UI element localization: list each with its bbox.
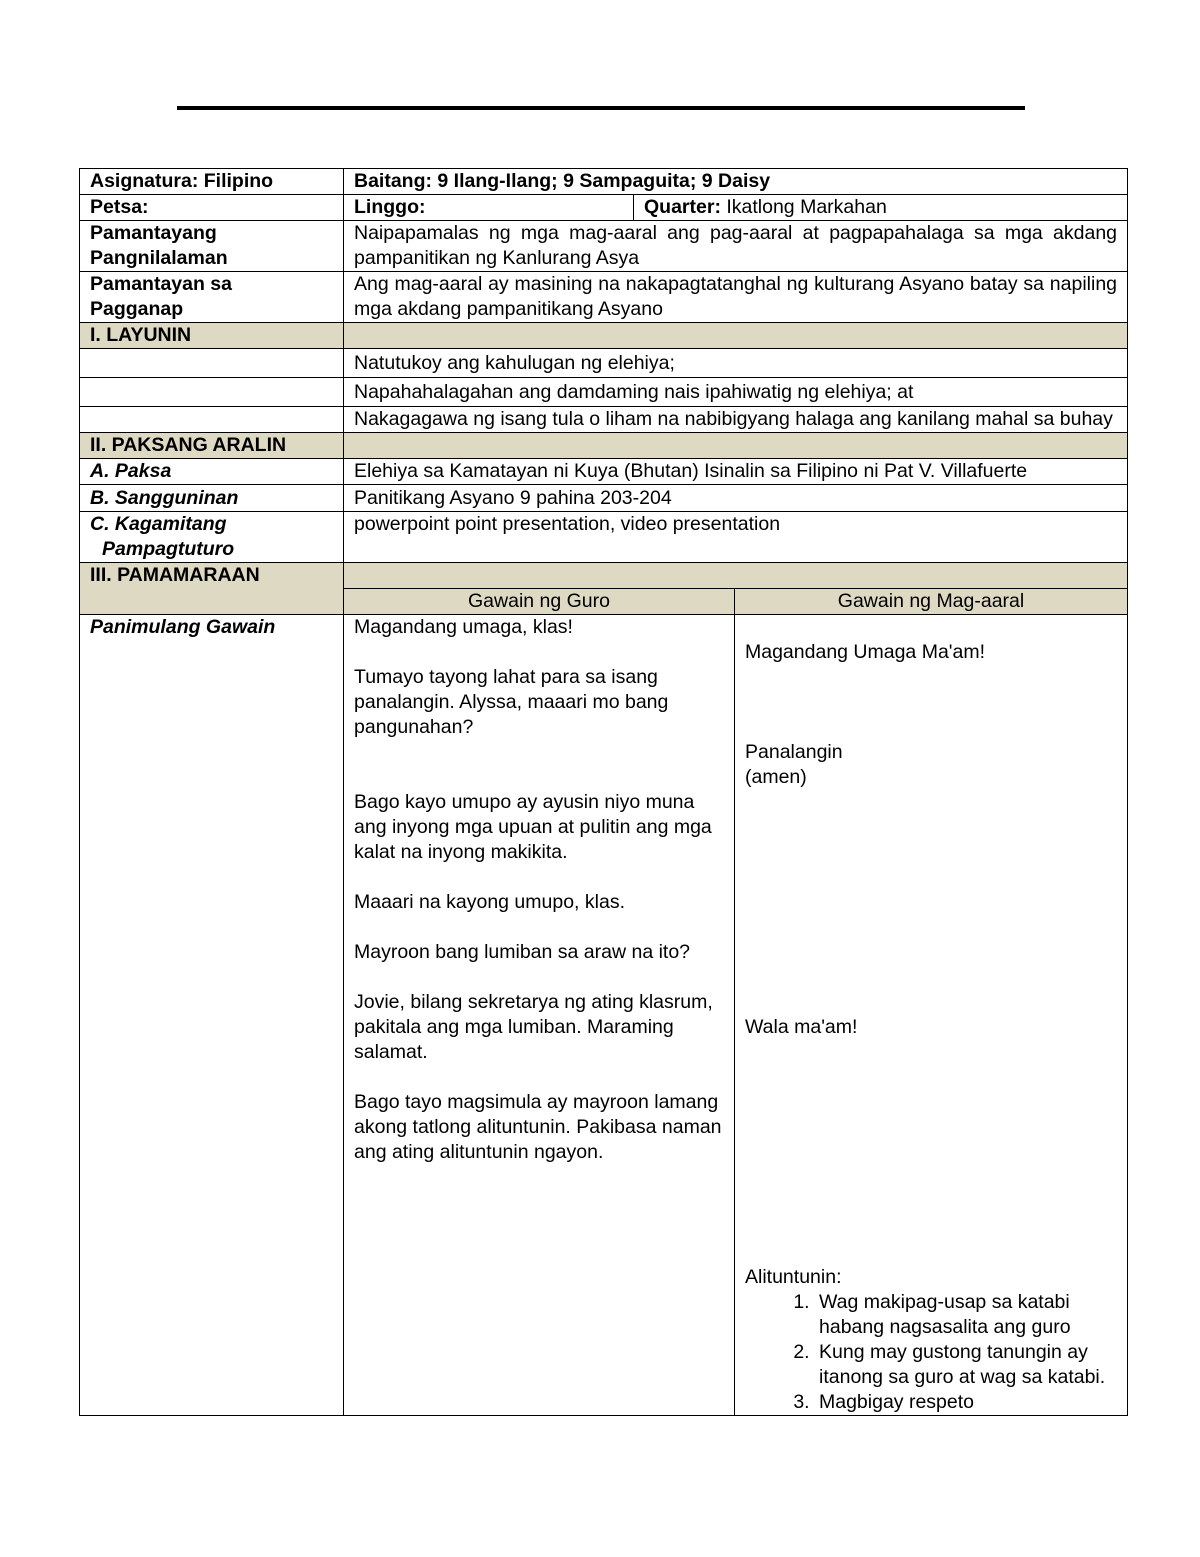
pagganap-value: Ang mag-aaral ay masining na nakapagtatanghal ng kulturang Asyano batay sa napiling mga akdang pampanitikang Asyano xyxy=(344,272,1128,323)
asignatura-cell: Asignatura: Filipino xyxy=(80,169,344,195)
guro-line: Mayroon bang lumiban sa araw na ito? xyxy=(354,941,691,963)
paksang-aralin-heading-blank xyxy=(344,433,1128,459)
kagamitan-label xyxy=(80,512,344,563)
paksang-aralin-heading: II. PAKSANG ARALIN xyxy=(80,433,344,459)
row-layunin-3 xyxy=(80,407,1128,433)
row-paksa xyxy=(80,459,1128,485)
pamamaraan-heading: III. PAMAMARAAN xyxy=(80,563,344,615)
guro-line: Jovie, bilang sekretarya ng ating klasrum, pakitala ang mga lumiban. Maraming salamat. xyxy=(354,991,713,1063)
pamamaraan-heading-blank xyxy=(344,563,1128,589)
col-header-magaaral: Gawain ng Mag-aaral xyxy=(735,589,1128,615)
magaaral-wala: Wala ma'am! xyxy=(745,1016,858,1038)
row-layunin-1 xyxy=(80,349,1128,378)
guro-line: Maaari na kayong umupo, klas. xyxy=(354,891,625,913)
paksa-label: A. Paksa xyxy=(80,459,344,485)
row-layunin-2 xyxy=(80,378,1128,407)
guro-line: Tumayo tayong lahat para sa isang panalangin. Alyssa, maaari mo bang pangunahan? xyxy=(354,666,669,738)
layunin-heading-blank xyxy=(344,323,1128,349)
row-petsa xyxy=(80,195,1128,221)
pangnilalaman-value: Naipapamalas ng mga mag-aaral ang pag-aaral at pagpapahalaga sa mga akdang pampanitikan ng Kanlurang Asya xyxy=(344,221,1128,272)
sanggunian-value: Panitikang Asyano 9 pahina 203-204 xyxy=(344,485,1128,512)
layunin-blank-3 xyxy=(80,407,344,433)
quarter-value: Ikatlong Markahan xyxy=(720,196,887,218)
col-header-guro: Gawain ng Guro xyxy=(344,589,735,615)
petsa-cell: Petsa: xyxy=(80,195,344,221)
magaaral-greeting: Magandang Umaga Ma'am! xyxy=(745,641,986,663)
guro-line: Bago tayo magsimula ay mayroon lamang akong tatlong alituntunin. Pakibasa naman ang ating alituntunin ngayon. xyxy=(354,1091,722,1163)
row-pamantayang-pangnilalaman xyxy=(80,221,1128,272)
magaaral-alituntunin-label: Alituntunin: xyxy=(745,1266,842,1288)
layunin-blank-2 xyxy=(80,378,344,407)
magaaral-column xyxy=(735,615,1128,1416)
pagganap-label-line-2: Pagganap xyxy=(90,298,184,320)
row-layunin-heading xyxy=(80,323,1128,349)
alituntunin-list xyxy=(745,1290,1117,1415)
row-asignatura xyxy=(80,169,1128,195)
guro-column xyxy=(344,615,735,1416)
row-pamantayan-sa-pagganap xyxy=(80,272,1128,323)
layunin-item: Nakagagawa ng isang tula o liham na nabibigyang halaga ang kanilang mahal sa buhay xyxy=(344,407,1128,433)
list-item: 1. Wag makipag-usap sa katabi habang nagsasalita ang guro xyxy=(815,1290,1117,1340)
layunin-blank-1 xyxy=(80,349,344,378)
magaaral-panalangin: Panalangin xyxy=(745,741,843,763)
pangnilalaman-label: Pamantayang Pangnilalaman xyxy=(80,221,344,272)
list-item: 3. Magbigay respeto xyxy=(815,1390,1117,1415)
row-panimulang-gawain xyxy=(80,615,1128,1416)
quarter-label: Quarter: xyxy=(644,196,721,218)
kagamitan-label-line-1: C. Kagamitang xyxy=(90,513,227,535)
magaaral-amen: (amen) xyxy=(745,766,807,788)
row-pamamaraan-heading xyxy=(80,563,1128,589)
row-kagamitan xyxy=(80,512,1128,563)
layunin-item: Natutukoy ang kahulugan ng elehiya; xyxy=(344,349,1128,378)
guro-line: Bago kayo umupo ay ayusin niyo muna ang inyong mga upuan at pulitin ang mga kalat na inyong makikita. xyxy=(354,791,712,863)
sanggunian-label: B. Sangguninan xyxy=(80,485,344,512)
top-rule xyxy=(177,106,1025,110)
guro-line: Magandang umaga, klas! xyxy=(354,616,573,638)
quarter-cell xyxy=(634,195,1128,221)
pagganap-label xyxy=(80,272,344,323)
row-sanggunian xyxy=(80,485,1128,512)
linggo-cell: Linggo: xyxy=(344,195,634,221)
layunin-item: Napahahalagahan ang damdaming nais ipahiwatig ng elehiya; at xyxy=(344,378,1128,407)
pagganap-label-line-1: Pamantayan sa xyxy=(90,273,232,295)
panimulang-gawain-label: Panimulang Gawain xyxy=(80,615,344,1416)
layunin-heading: I. LAYUNIN xyxy=(80,323,344,349)
lesson-plan-table xyxy=(79,168,1128,1416)
kagamitan-label-line-2: Pampagtuturo xyxy=(102,538,235,560)
baitang-cell: Baitang: 9 Ilang-Ilang; 9 Sampaguita; 9 Daisy xyxy=(344,169,1128,195)
row-paksang-aralin-heading xyxy=(80,433,1128,459)
list-item: 2. Kung may gustong tanungin ay itanong sa guro at wag sa katabi. xyxy=(815,1340,1117,1390)
kagamitan-value: powerpoint point presentation, video presentation xyxy=(344,512,1128,563)
paksa-value: Elehiya sa Kamatayan ni Kuya (Bhutan) Isinalin sa Filipino ni Pat V. Villafuerte xyxy=(344,459,1128,485)
